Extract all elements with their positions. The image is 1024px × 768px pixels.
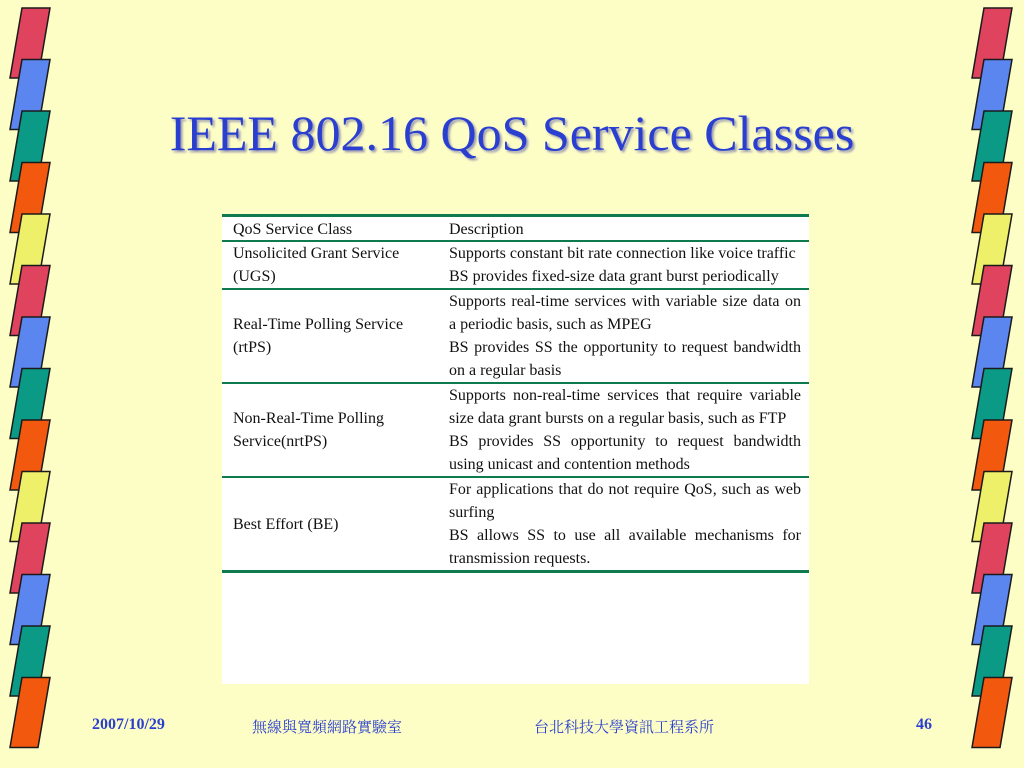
service-class-cell: Best Effort (BE) — [233, 515, 339, 533]
description-cell — [445, 241, 809, 289]
service-class-cell: Unsolicited Grant Service (UGS) — [233, 245, 400, 285]
description-line: For applications that do not require QoS, such as web surfing — [449, 481, 801, 521]
description-line: Supports non-real-time services that require variable size data grant bursts on a regular basis, such as FTP — [449, 387, 801, 427]
header-description: Description — [449, 221, 524, 238]
description-line: BS provides fixed-size data grant burst periodically — [449, 268, 779, 285]
table-row — [222, 241, 809, 289]
service-class-cell: Real-Time Polling Service (rtPS) — [233, 316, 404, 356]
qos-service-classes-table — [222, 214, 809, 573]
description-cell — [445, 383, 809, 477]
qos-table-container — [222, 214, 809, 684]
table-row — [222, 289, 809, 383]
description-line: BS provides SS the opportunity to request bandwidth on a regular basis — [449, 339, 801, 379]
footer-department: 台北科技大學資訊工程系所 — [534, 718, 715, 736]
slide-title: IEEE 802.16 QoS Service Classes — [169, 105, 855, 161]
description-line: Supports constant bit rate connection like voice traffic — [449, 245, 796, 262]
description-line: Supports real-time services with variable size data on a periodic basis, such as MPEG — [449, 293, 801, 333]
description-cell — [445, 289, 809, 383]
footer-date: 2007/10/29 — [92, 716, 165, 733]
header-qos-service-class: QoS Service Class — [233, 221, 353, 238]
description-cell — [445, 477, 809, 572]
footer-lab-name: 無線與寬頻網路實驗室 — [252, 718, 403, 736]
footer-page-number: 46 — [916, 716, 932, 733]
table-header-row — [222, 216, 809, 242]
description-line: BS provides SS opportunity to request bandwidth using unicast and contention methods — [449, 433, 801, 473]
description-line: BS allows SS to use all available mechanisms for transmission requests. — [449, 527, 801, 567]
table-row — [222, 477, 809, 572]
table-row — [222, 383, 809, 477]
service-class-cell: Non-Real-Time Polling Service(nrtPS) — [233, 410, 384, 450]
